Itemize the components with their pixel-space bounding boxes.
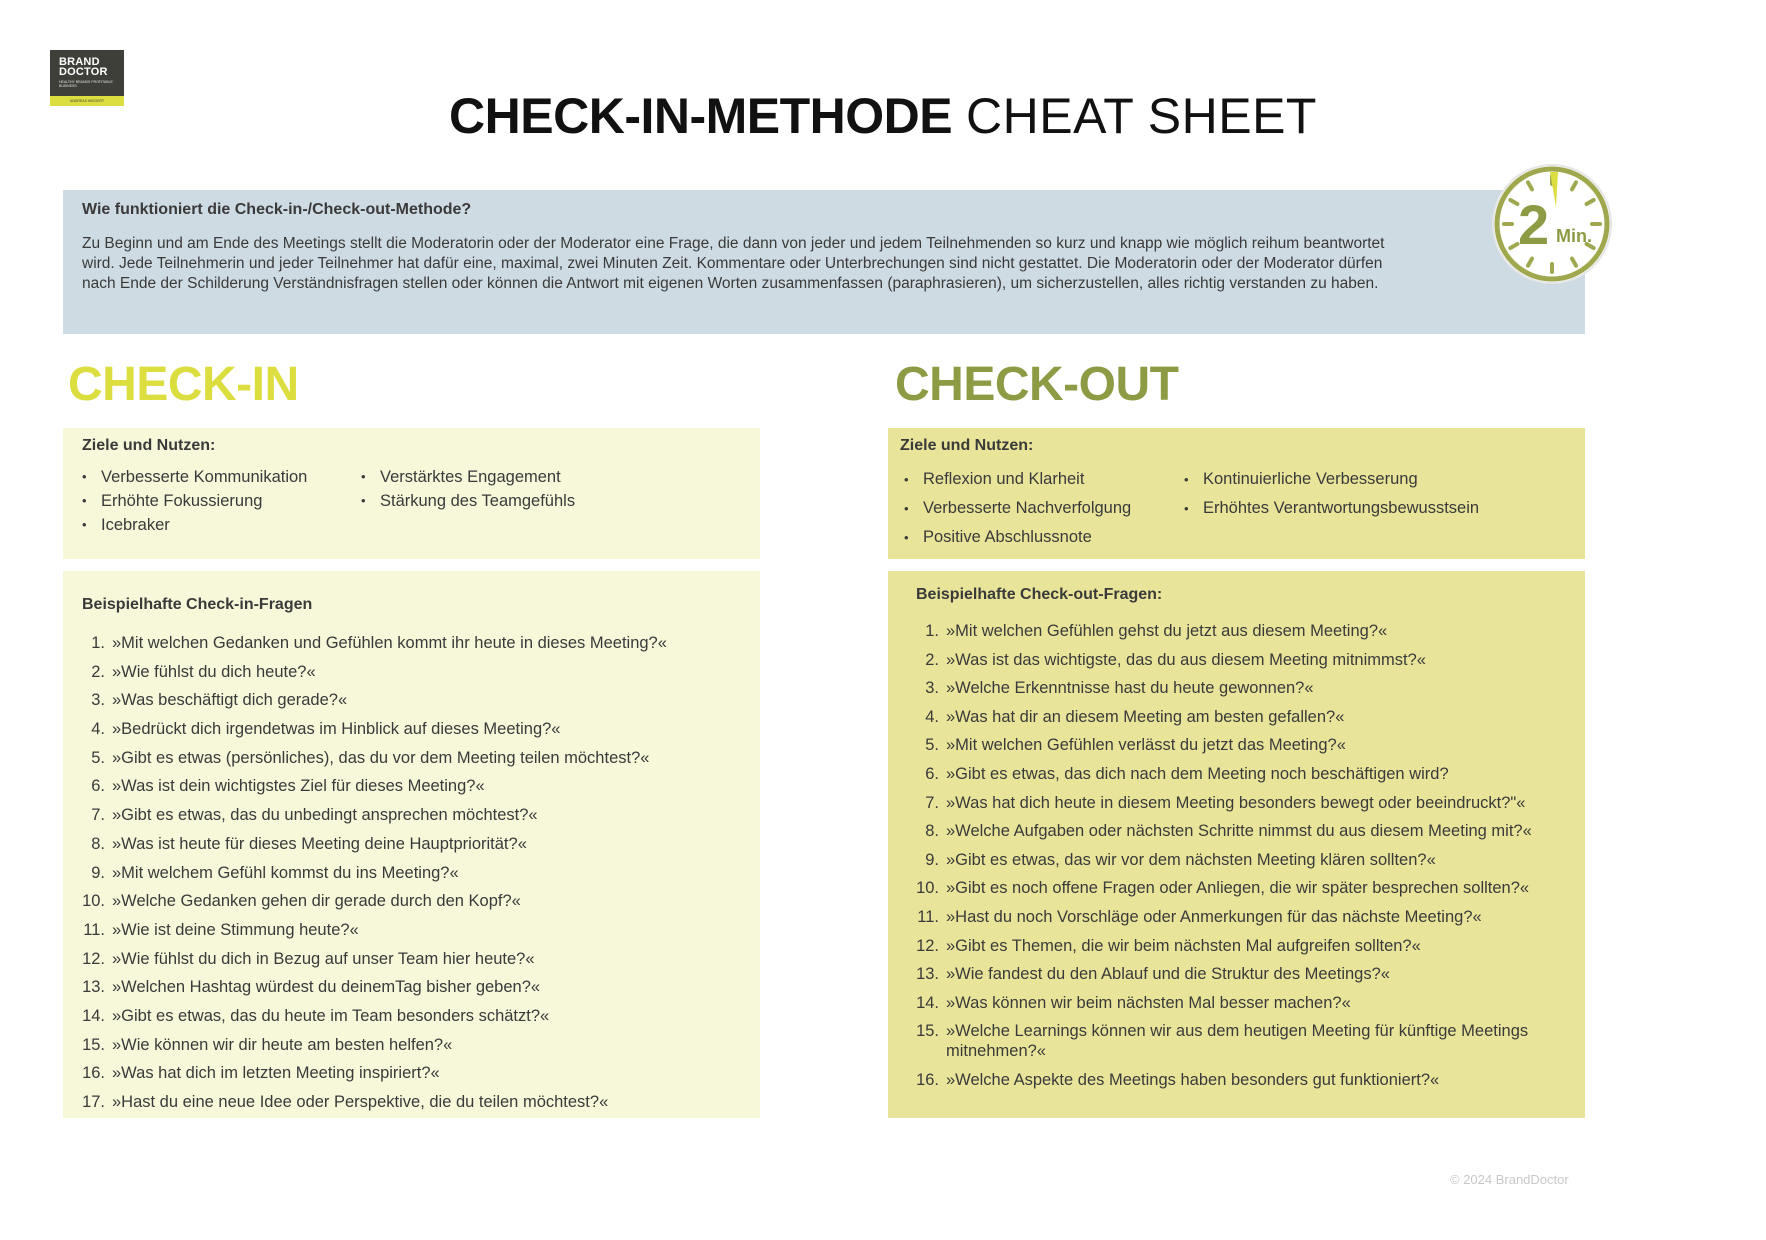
list-item <box>81 1006 760 1026</box>
question-text: »Was beschäftigt dich gerade?« <box>112 691 348 710</box>
list-item: • Positive Abschlussnote <box>904 523 1184 552</box>
question-text: »Welche Aspekte des Meetings haben besonders gut funktioniert?« <box>946 1070 1440 1089</box>
checkout-questions-list <box>916 621 1585 1090</box>
question-text: »Was hat dich im letzten Meeting inspiriert?« <box>112 1064 440 1083</box>
intro-heading: Wie funktioniert die Check-in-/Check-out-Methode? <box>82 201 472 218</box>
timer-unit: Min. <box>1556 226 1592 246</box>
checkout-goals-col2 <box>1184 465 1479 552</box>
question-text: »Wie fühlst du dich heute?« <box>112 662 316 681</box>
question-text: »Mit welchen Gefühlen gehst du jetzt aus diesem Meeting?« <box>946 622 1388 640</box>
intro-box <box>63 190 1585 334</box>
item-number: 1. <box>925 622 939 640</box>
item-number: 16. <box>82 1064 105 1083</box>
question-text: »Mit welchem Gefühl kommst du ins Meeting?« <box>112 863 459 882</box>
list-item <box>916 850 1585 870</box>
list-item <box>81 633 760 653</box>
item-number: 15. <box>916 1022 939 1041</box>
list-item <box>916 1021 1585 1061</box>
list-item <box>916 821 1585 841</box>
list-item <box>81 805 760 825</box>
logo-line2: DOCTOR <box>59 66 108 78</box>
checkin-questions-list <box>81 633 760 1112</box>
item-number: 7. <box>91 806 105 825</box>
intro-text: Zu Beginn und am Ende des Meetings stellt die Moderatorin oder der Moderator eine Frage, die dann von jeder und jedem Teilnehmenden so kurz und knapp wie möglich reihum beantwortet wird. Jede Teilnehmerin und jeder Teilnehmer hat dafür eine, maximal, zwei Minuten Zeit. Kommentare oder Unterbrechungen sind nicht gestattet. Die Moderatorin oder der Moderator dürfen nach Ende der Schilderung Verständnisfragen stellen oder können die Antwort mit eigenen Worten zusammenfassen (paraphrasieren), um sicherzustellen, alles richtig verstanden zu haben. <box>82 235 1385 292</box>
question-text: »Hast du noch Vorschläge oder Anmerkungen für das nächste Meeting?« <box>946 907 1482 926</box>
list-item <box>916 993 1585 1013</box>
question-text: »Was können wir beim nächsten Mal besser machen?« <box>946 993 1351 1012</box>
question-text: »Welche Aufgaben oder nächsten Schritte nimmst du aus diesem Meeting mit?« <box>946 822 1532 841</box>
question-text: »Welche Learnings können wir aus dem heutigen Meeting für künftige Meetings mitnehmen?« <box>946 1022 1529 1061</box>
question-text: »Gibt es etwas, das du unbedingt ansprechen möchtest?« <box>112 806 538 825</box>
list-item <box>81 863 760 883</box>
checkout-questions-heading: Beispielhafte Check-out-Fragen: <box>916 586 1163 603</box>
question-text: »Bedrückt dich irgendetwas im Hinblick auf dieses Meeting?« <box>112 720 561 739</box>
copyright-footer: © 2024 BrandDoctor <box>1450 1172 1569 1187</box>
item-number: 4. <box>91 720 105 739</box>
question-text: »Was hat dir an diesem Meeting am besten gefallen?« <box>946 707 1345 726</box>
checkin-heading: CHECK-IN <box>68 358 299 411</box>
checkin-questions-panel <box>63 571 760 1118</box>
list-item: • Verstärktes Engagement <box>361 465 575 489</box>
question-text: »Gibt es noch offene Fragen oder Anliegen, die wir später besprechen sollten?« <box>946 879 1530 898</box>
item-number: 9. <box>925 850 939 869</box>
item-number: 14. <box>82 1006 105 1025</box>
list-item <box>81 977 760 997</box>
question-text: »Wie fühlst du dich in Bezug auf unser Team hier heute?« <box>112 949 535 968</box>
list-item <box>81 719 760 739</box>
item-number: 12. <box>82 949 105 968</box>
logo-tagline: HEALTHY BRANDS PROFITABLE BUSINESS <box>59 80 113 88</box>
item-number: 5. <box>925 736 939 755</box>
item-number: 8. <box>91 834 105 853</box>
item-number: 5. <box>91 748 105 767</box>
list-item <box>81 920 760 940</box>
list-item <box>916 678 1585 698</box>
checkout-questions-panel <box>888 571 1585 1118</box>
question-text: »Gibt es etwas, das du heute im Team besonders schätzt?« <box>112 1006 550 1025</box>
list-item: • Erhöhtes Verantwortungsbewusstsein <box>1184 494 1479 523</box>
list-item <box>916 735 1585 755</box>
list-item <box>81 776 760 796</box>
question-text: »Hast du eine neue Idee oder Perspektive, die du teilen möchtest?« <box>112 1093 609 1111</box>
list-item <box>81 1035 760 1055</box>
question-text: »Was ist dein wichtigstes Ziel für dieses Meeting?« <box>112 777 485 796</box>
list-item <box>81 834 760 854</box>
question-text: »Mit welchen Gefühlen verlässt du jetzt das Meeting?« <box>946 736 1346 755</box>
list-item: • Reflexion und Klarheit <box>904 465 1184 494</box>
list-item <box>916 793 1585 813</box>
checkin-goals-col2 <box>361 465 575 537</box>
list-item <box>916 1070 1585 1090</box>
timer-icon <box>1490 162 1614 286</box>
question-text: »Welche Erkenntnisse hast du heute gewonnen?« <box>946 679 1314 698</box>
question-text: »Wie können wir dir heute am besten helfen?« <box>112 1035 453 1054</box>
question-text: »Gibt es Themen, die wir beim nächsten Mal aufgreifen sollten?« <box>946 936 1421 955</box>
question-text: »Welchen Hashtag würdest du deinemTag bisher geben?« <box>112 978 541 997</box>
logo-name: ANDREAS WEIGERT <box>70 99 105 103</box>
question-text: »Gibt es etwas, das wir vor dem nächsten Meeting klären sollten?« <box>946 850 1436 869</box>
checkin-questions-heading: Beispielhafte Check-in-Fragen <box>82 596 313 613</box>
list-item <box>81 891 760 911</box>
list-item: • Verbesserte Nachverfolgung <box>904 494 1184 523</box>
list-item: • Verbesserte Kommunikation <box>82 465 361 489</box>
list-item <box>81 949 760 969</box>
item-number: 15. <box>82 1035 105 1054</box>
title-bold: CHECK-IN-METHODE <box>449 88 953 144</box>
item-number: 7. <box>925 793 939 812</box>
title-light: CHEAT SHEET <box>966 88 1317 144</box>
question-text: »Wie ist deine Stimmung heute?« <box>112 920 359 939</box>
question-text: »Wie fandest du den Ablauf und die Struktur des Meetings?« <box>946 965 1390 984</box>
item-number: 2. <box>925 650 939 669</box>
list-item <box>81 690 760 710</box>
list-item: • Icebraker <box>82 513 361 537</box>
item-number: 17. <box>82 1093 105 1111</box>
item-number: 13. <box>82 978 105 997</box>
item-number: 10. <box>82 892 105 911</box>
item-number: 2. <box>91 662 105 681</box>
checkout-goals-heading: Ziele und Nutzen: <box>900 437 1034 454</box>
item-number: 10. <box>916 879 939 898</box>
item-number: 4. <box>925 707 939 726</box>
list-item <box>81 1092 760 1112</box>
item-number: 12. <box>916 936 939 955</box>
item-number: 1. <box>91 634 105 652</box>
item-number: 3. <box>925 679 939 698</box>
list-item <box>916 936 1585 956</box>
item-number: 6. <box>925 764 939 783</box>
list-item: • Kontinuierliche Verbesserung <box>1184 465 1479 494</box>
list-item <box>81 1063 760 1083</box>
list-item <box>916 621 1585 641</box>
item-number: 9. <box>91 863 105 882</box>
page-title <box>0 86 1766 146</box>
checkout-goals-panel <box>888 428 1585 559</box>
item-number: 6. <box>91 777 105 796</box>
timer-number: 2 <box>1518 193 1550 256</box>
item-number: 8. <box>925 822 939 841</box>
question-text: »Was ist das wichtigste, das du aus diesem Meeting mitnimmst?« <box>946 650 1426 669</box>
checkin-goals-heading: Ziele und Nutzen: <box>82 437 216 454</box>
list-item <box>916 707 1585 727</box>
list-item <box>81 662 760 682</box>
checkin-goals-panel <box>63 428 760 559</box>
list-item <box>916 764 1585 784</box>
item-number: 16. <box>916 1070 939 1089</box>
question-text: »Was ist heute für dieses Meeting deine Hauptpriorität?« <box>112 834 527 853</box>
checkout-heading: CHECK-OUT <box>895 358 1179 411</box>
question-text: »Gibt es etwas, das dich nach dem Meeting noch beschäftigen wird? <box>946 764 1449 783</box>
list-item <box>81 748 760 768</box>
item-number: 13. <box>916 965 939 984</box>
logo-line1: BRAND <box>59 56 100 68</box>
list-item: • Erhöhte Fokussierung <box>82 489 361 513</box>
question-text: »Gibt es etwas (persönliches), das du vor dem Meeting teilen möchtest?« <box>112 748 650 767</box>
list-item <box>916 650 1585 670</box>
list-item <box>916 878 1585 898</box>
checkout-goals-col1 <box>900 465 1184 552</box>
list-item <box>916 907 1585 927</box>
question-text: »Mit welchen Gedanken und Gefühlen kommt ihr heute in dieses Meeting?« <box>112 634 667 652</box>
item-number: 3. <box>91 691 105 710</box>
item-number: 14. <box>916 993 939 1012</box>
list-item: • Stärkung des Teamgefühls <box>361 489 575 513</box>
item-number: 11. <box>917 907 939 926</box>
item-number: 11. <box>83 920 105 939</box>
question-text: »Was hat dich heute in diesem Meeting besonders bewegt oder beeindruckt?"« <box>946 793 1526 812</box>
list-item <box>916 964 1585 984</box>
question-text: »Welche Gedanken gehen dir gerade durch den Kopf?« <box>112 892 521 911</box>
checkin-goals-col1 <box>82 465 361 537</box>
